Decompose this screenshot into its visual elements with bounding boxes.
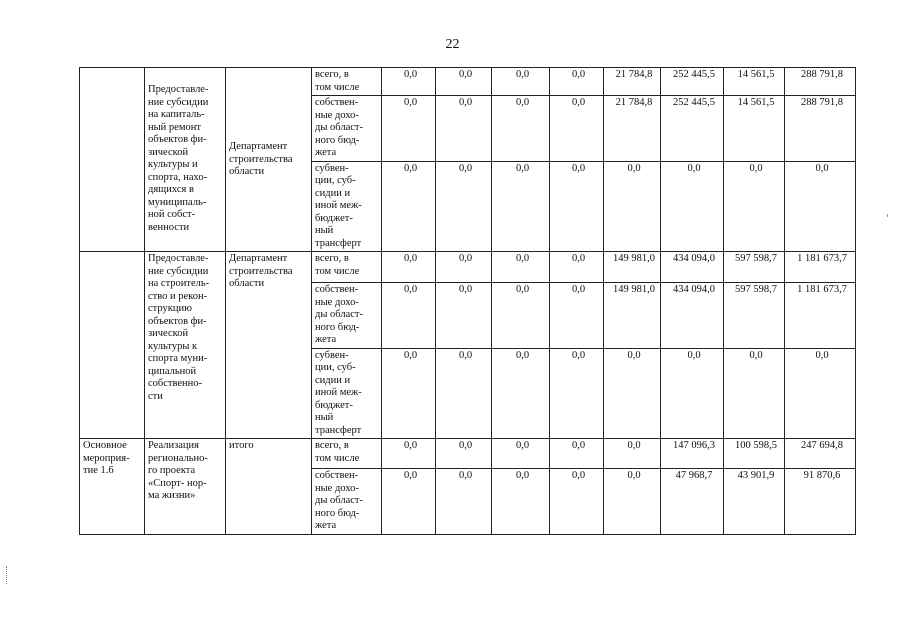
- value-cell: [661, 68, 724, 96]
- value-cell: [492, 283, 550, 349]
- value-text: 0,0: [458, 440, 473, 451]
- value-cell: [382, 469, 436, 535]
- value-text: 0,0: [515, 349, 530, 361]
- value-text: 14 561,5: [737, 97, 775, 108]
- value-cell: [661, 96, 724, 162]
- value-text: 0,0: [515, 69, 530, 80]
- value-cell: [604, 68, 661, 96]
- funding-source-cell: субвен- ции, суб- сидии и иной меж- бюджет- ный трансферт: [312, 348, 382, 439]
- value-cell: [785, 252, 856, 283]
- value-text: 0,0: [458, 69, 473, 80]
- value-cell: [382, 283, 436, 349]
- value-text: 0,0: [515, 284, 530, 295]
- measure-cell: [80, 252, 145, 439]
- value-text: 0,0: [571, 349, 586, 361]
- value-text: 0,0: [627, 470, 641, 481]
- value-cell: [436, 161, 492, 252]
- value-text: 0,0: [458, 349, 473, 361]
- value-text: 252 445,5: [673, 69, 715, 80]
- value-cell: [550, 252, 604, 283]
- value-text: 0,0: [571, 69, 586, 80]
- page-number: 22: [445, 37, 460, 52]
- value-text: 597 598,7: [735, 253, 777, 264]
- value-cell: [724, 348, 785, 439]
- value-text: 0,0: [515, 162, 530, 174]
- value-text: 0,0: [403, 440, 418, 451]
- funding-source-cell: всего, в том числе: [312, 68, 382, 96]
- value-text: 0,0: [627, 349, 641, 361]
- table-row: [80, 439, 856, 469]
- value-text: 0,0: [571, 470, 586, 481]
- value-text: 0,0: [627, 162, 641, 174]
- value-cell: [492, 68, 550, 96]
- value-cell: [661, 439, 724, 469]
- value-text: 0,0: [749, 162, 763, 174]
- value-cell: [604, 439, 661, 469]
- value-cell: [550, 283, 604, 349]
- value-text: 21 784,8: [615, 69, 653, 80]
- value-text: 0,0: [515, 253, 530, 264]
- value-cell: [436, 96, 492, 162]
- department-cell: Департамент строительства области: [226, 252, 312, 439]
- value-text: 0,0: [403, 470, 418, 481]
- value-cell: [492, 252, 550, 283]
- value-text: 100 598,5: [735, 440, 777, 451]
- value-text: 0,0: [687, 349, 701, 361]
- value-cell: [604, 469, 661, 535]
- value-text: 288 791,8: [801, 69, 843, 80]
- value-cell: [604, 283, 661, 349]
- funding-source-cell: всего, в том числе: [312, 439, 382, 469]
- scan-artifact: [6, 566, 11, 584]
- funding-source-cell: всего, в том числе: [312, 252, 382, 283]
- value-cell: [785, 161, 856, 252]
- value-cell: [436, 252, 492, 283]
- funding-source-cell: субвен- ции, суб- сидии и иной меж- бюджет- ный трансферт: [312, 161, 382, 252]
- value-cell: [785, 96, 856, 162]
- value-cell: [604, 348, 661, 439]
- value-text: 0,0: [403, 162, 418, 174]
- measure-cell: Основное мероприя- тие 1.6: [80, 439, 145, 535]
- value-cell: [436, 68, 492, 96]
- value-text: 0,0: [571, 284, 586, 295]
- value-text: 247 694,8: [801, 440, 843, 451]
- value-text: 0,0: [571, 97, 586, 108]
- funding-source-cell: собствен- ные дохо- ды област- ного бюд- жета: [312, 283, 382, 349]
- department-cell: итого: [226, 439, 312, 535]
- value-text: 288 791,8: [801, 97, 843, 108]
- value-text: 0,0: [458, 162, 473, 174]
- value-text: 0,0: [403, 69, 418, 80]
- value-cell: [661, 252, 724, 283]
- value-text: 0,0: [571, 440, 586, 451]
- value-cell: [785, 469, 856, 535]
- value-cell: [724, 439, 785, 469]
- value-text: 434 094,0: [673, 253, 715, 264]
- value-cell: [382, 68, 436, 96]
- value-cell: [724, 252, 785, 283]
- value-cell: [436, 283, 492, 349]
- value-text: 0,0: [403, 349, 418, 361]
- value-cell: [724, 68, 785, 96]
- value-cell: [550, 439, 604, 469]
- value-cell: [550, 348, 604, 439]
- budget-table: [79, 67, 856, 535]
- value-cell: [550, 469, 604, 535]
- value-text: 0,0: [515, 440, 530, 451]
- value-cell: [604, 161, 661, 252]
- value-cell: [724, 161, 785, 252]
- value-cell: [492, 469, 550, 535]
- value-text: 0,0: [815, 349, 829, 361]
- value-text: 1 181 673,7: [797, 253, 847, 264]
- department-cell: Департамент строительства области: [226, 68, 312, 252]
- value-text: 0,0: [815, 162, 829, 174]
- value-cell: [661, 161, 724, 252]
- value-text: 14 561,5: [737, 69, 775, 80]
- value-text: 0,0: [458, 97, 473, 108]
- value-cell: [382, 348, 436, 439]
- value-text: 434 094,0: [673, 284, 715, 295]
- value-cell: [492, 439, 550, 469]
- value-cell: [724, 469, 785, 535]
- value-text: 43 901,9: [737, 470, 775, 481]
- value-text: 0,0: [458, 253, 473, 264]
- value-cell: [724, 96, 785, 162]
- value-text: 147 096,3: [673, 440, 715, 451]
- value-cell: [604, 96, 661, 162]
- value-cell: [382, 252, 436, 283]
- value-cell: [492, 96, 550, 162]
- value-cell: [492, 348, 550, 439]
- value-text: 0,0: [403, 284, 418, 295]
- value-text: 0,0: [627, 440, 641, 451]
- value-text: 91 870,6: [803, 470, 841, 481]
- value-cell: [661, 283, 724, 349]
- value-cell: [604, 252, 661, 283]
- value-text: 149 981,0: [613, 284, 655, 295]
- table-row: [80, 68, 856, 96]
- value-cell: [550, 68, 604, 96]
- value-text: 0,0: [687, 162, 701, 174]
- description-cell: Предоставле- ние субсидии на строитель- ство и рекон- струкцию объектов фи- зической культуры к спорта муни- ципальной собственно- сти: [145, 252, 226, 439]
- value-cell: [436, 348, 492, 439]
- funding-source-cell: собствен- ные дохо- ды област- ного бюд- жета: [312, 96, 382, 162]
- value-text: 0,0: [515, 470, 530, 481]
- description-cell: Предоставле- ние субсидии на капиталь- ный ремонт объектов фи- зической культуры и спорта, нахо- дящихся в муниципаль- ной собст- венности: [145, 68, 226, 252]
- value-text: 252 445,5: [673, 97, 715, 108]
- value-text: 0,0: [458, 470, 473, 481]
- value-cell: [785, 348, 856, 439]
- value-text: 0,0: [571, 253, 586, 264]
- value-cell: [382, 161, 436, 252]
- value-text: 0,0: [458, 284, 473, 295]
- value-text: 597 598,7: [735, 284, 777, 295]
- value-text: 0,0: [749, 349, 763, 361]
- value-cell: [382, 439, 436, 469]
- value-cell: [661, 469, 724, 535]
- value-text: 149 981,0: [613, 253, 655, 264]
- value-cell: [382, 96, 436, 162]
- value-text: 1 181 673,7: [797, 284, 847, 295]
- table-row: [80, 252, 856, 283]
- value-cell: [550, 96, 604, 162]
- value-cell: [492, 161, 550, 252]
- value-text: 0,0: [515, 97, 530, 108]
- description-cell: Реализация регионально- го проекта «Спорт- нор- ма жизни»: [145, 439, 226, 535]
- value-text: 0,0: [403, 253, 418, 264]
- value-cell: [785, 68, 856, 96]
- value-text: 21 784,8: [615, 97, 653, 108]
- scan-artifact-dot: [887, 214, 888, 217]
- value-cell: [724, 283, 785, 349]
- value-text: 0,0: [403, 97, 418, 108]
- value-cell: [550, 161, 604, 252]
- value-cell: [661, 348, 724, 439]
- value-cell: [436, 439, 492, 469]
- value-text: 0,0: [571, 162, 586, 174]
- value-cell: [436, 469, 492, 535]
- funding-source-cell: собствен- ные дохо- ды област- ного бюд- жета: [312, 469, 382, 535]
- measure-cell: [80, 68, 145, 252]
- value-text: 47 968,7: [675, 470, 713, 481]
- value-cell: [785, 439, 856, 469]
- value-cell: [785, 283, 856, 349]
